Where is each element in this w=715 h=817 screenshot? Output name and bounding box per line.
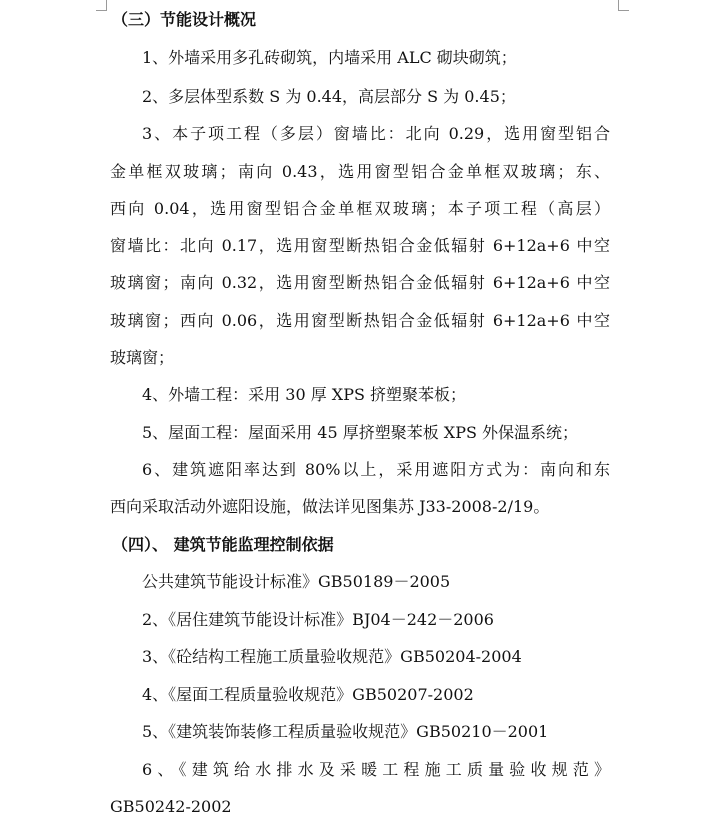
section4-title: （四）、 建筑节能监理控制依据 [112,535,334,554]
section3-item-3-line-1: 3、本子项工程（多层）窗墙比：北向 0.29，选用窗型铝合 [142,124,610,143]
page-corner-mark-left [96,0,107,11]
section4-item-6-line-1: 6、《建筑给水排水及采暖工程施工质量验收规范》 [142,760,610,779]
section4-item-6-line-2: GB50242-2002 [110,797,232,816]
section3-item-1: 1、外墙采用多孔砖砌筑，内墙采用 ALC 砌块砌筑； [142,48,517,67]
section3-item-5: 5、屋面工程：屋面采用 45 厚挤塑聚苯板 XPS 外保温系统； [142,423,579,442]
section4-item-1: 公共建筑节能设计标准》GB50189－2005 [142,572,451,591]
section4-item-5: 5、《建筑装饰装修工程质量验收规范》GB50210－2001 [142,722,549,741]
section3-item-2: 2、多层体型系数 S 为 0.44，高层部分 S 为 0.45； [142,87,516,106]
section3-item-3-line-5: 玻璃窗；南向 0.32，选用窗型断热铝合金低辐射 6+12a+6 中空 [110,273,610,292]
section4-item-4: 4、《屋面工程质量验收规范》GB50207-2002 [142,685,474,704]
section3-title: （三）节能设计概况 [112,10,257,29]
section3-item-3-line-6: 玻璃窗；西向 0.06，选用窗型断热铝合金低辐射 6+12a+6 中空 [110,311,610,330]
section4-item-2: 2、《居住建筑节能设计标准》BJ04－242－2006 [142,610,494,629]
section3-item-4: 4、外墙工程：采用 30 厚 XPS 挤塑聚苯板； [142,385,467,404]
section3-item-6-line-1: 6、建筑遮阳率达到 80%以上，采用遮阳方式为：南向和东 [142,460,610,479]
section3-item-3-line-7: 玻璃窗； [110,348,175,367]
section3-item-3-line-3: 西向 0.04，选用窗型铝合金单框双玻璃；本子项工程（高层） [110,199,610,218]
section3-item-3-line-4: 窗墙比：北向 0.17，选用窗型断热铝合金低辐射 6+12a+6 中空 [110,236,610,255]
section4-item-3: 3、《砼结构工程施工质量验收规范》GB50204-2004 [142,647,522,666]
page-corner-mark-right [618,0,629,11]
section3-item-3-line-2: 金单框双玻璃；南向 0.43，选用窗型铝合金单框双玻璃；东、 [110,162,610,181]
section3-item-6-line-2: 西向采取活动外遮阳设施，做法详见图集苏 J33-2008-2/19。 [110,497,550,516]
